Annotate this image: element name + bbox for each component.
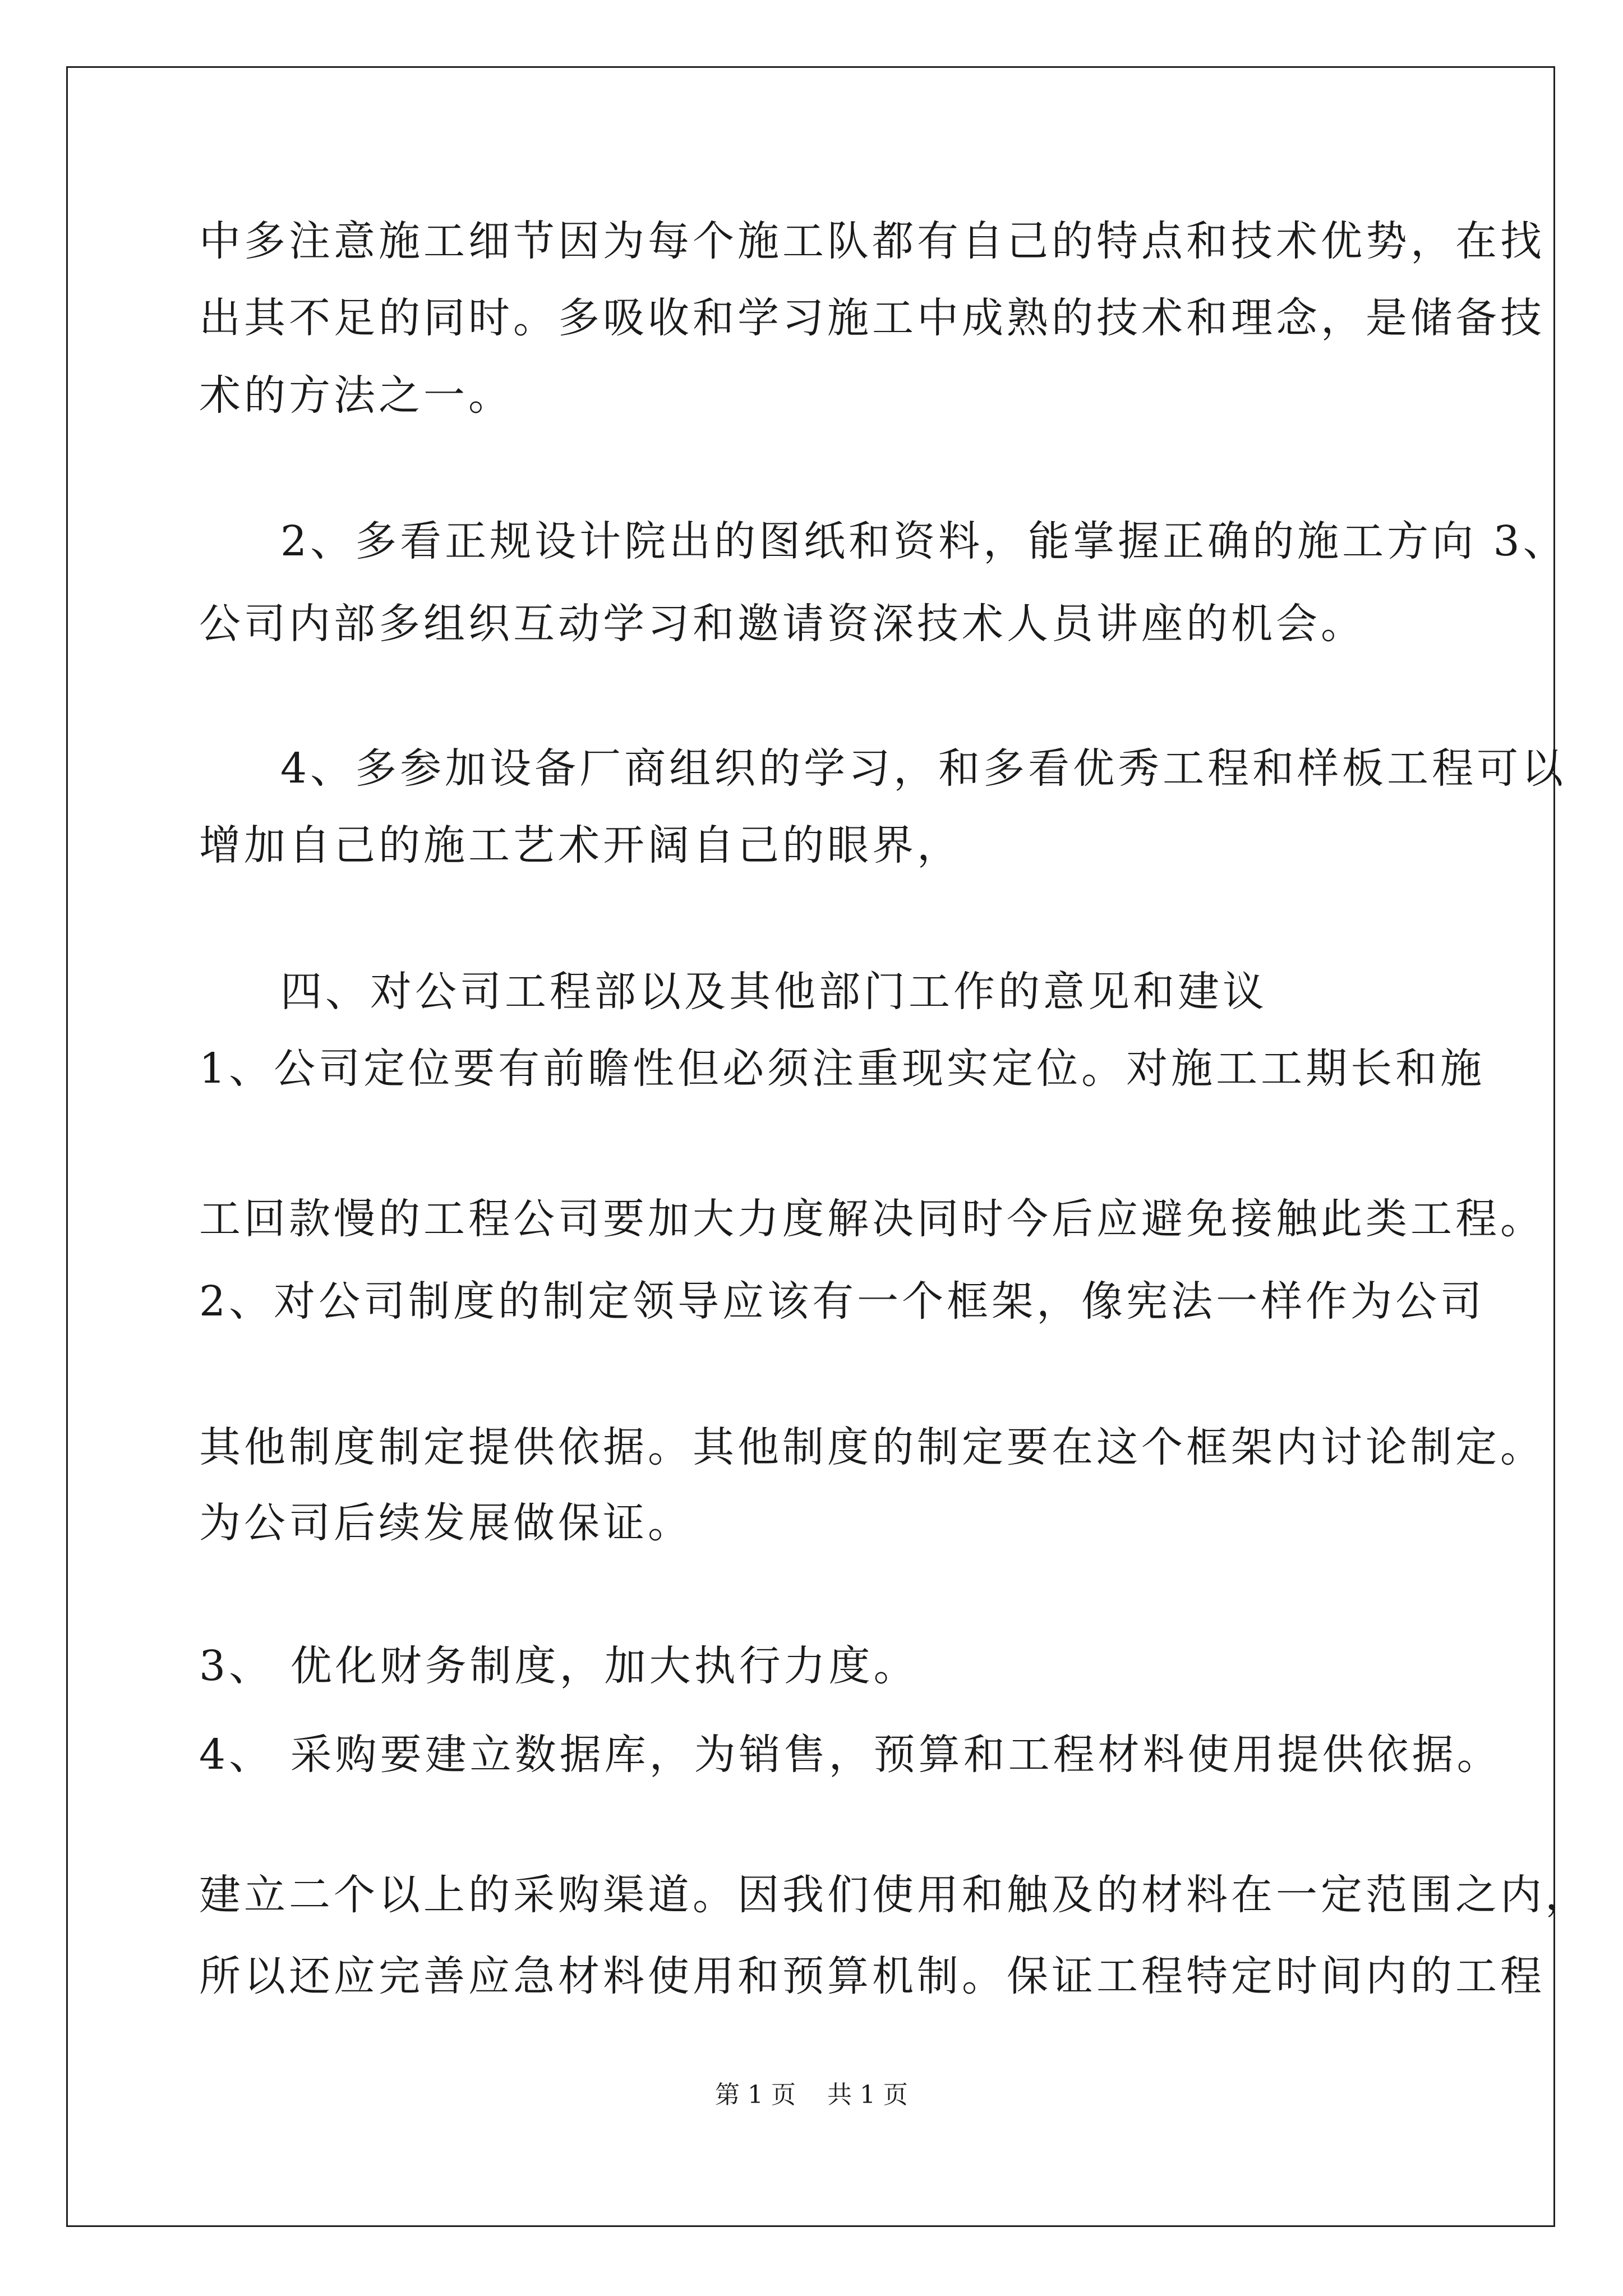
- text-line: 2、对公司制度的制定领导应该有一个框架，像宪法一样作为公司: [199, 1277, 1486, 1326]
- section-heading: 四、对公司工程部以及其他部门工作的意见和建议: [280, 968, 1267, 1016]
- text-line: 为公司后续发展做保证。: [199, 1499, 693, 1547]
- text-line: 出其不足的同时。多吸收和学习施工中成熟的技术和理念，是储备技: [199, 294, 1545, 342]
- text-line: 中多注意施工细节因为每个施工队都有自己的特点和技术优势，在找: [199, 217, 1545, 265]
- text-line: 所以还应完善应急材料使用和预算机制。保证工程特定时间内的工程: [199, 1952, 1545, 2000]
- text-line: 2、多看正规设计院出的图纸和资料，能掌握正确的施工方向 3、: [280, 517, 1568, 565]
- text-line: 4、多参加设备厂商组织的学习，和多看优秀工程和样板工程可以: [280, 744, 1567, 793]
- text-line: 增加自己的施工艺术开阔自己的眼界，: [199, 821, 962, 869]
- text-line: 3、 优化财务制度，加大执行力度。: [199, 1642, 919, 1690]
- text-line: 工回款慢的工程公司要加大力度解决同时今后应避免接触此类工程。: [199, 1195, 1545, 1243]
- page-number-footer: 第 1 页 共 1 页: [715, 2081, 908, 2109]
- text-line: 1、公司定位要有前瞻性但必须注重现实定位。对施工工期长和施: [199, 1045, 1486, 1093]
- text-line: 术的方法之一。: [199, 371, 513, 420]
- text-line: 公司内部多组织互动学习和邀请资深技术人员讲座的机会。: [199, 600, 1366, 648]
- text-line: 建立二个以上的采购渠道。因我们使用和触及的材料在一定范围之内，: [199, 1871, 1590, 1919]
- text-line: 其他制度制定提供依据。其他制度的制定要在这个框架内讨论制定。: [199, 1423, 1545, 1471]
- text-line: 4、 采购要建立数据库，为销售，预算和工程材料使用提供依据。: [199, 1731, 1502, 1779]
